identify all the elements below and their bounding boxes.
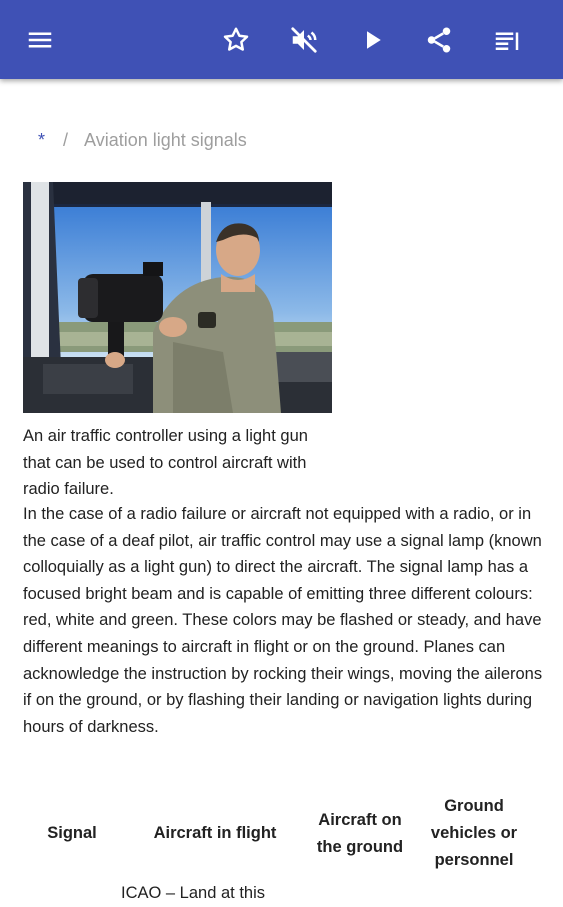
article-paragraph: In the case of a radio failure or aircraft not equipped with a radio, or in the case of a deaf pilot, air traffic control may use a signal lamp (known colloquially as a light gun) to direct the aircraft. The signal lamp has a focused bright beam and is capable of emitting three different colours: red, white and green. These colors may be flashed or steady, and have different meanings to aircraft in flight or on the ground. Planes can acknowledge the instruction by rocking their wings, moving the ailerons if on the ground, or by flashing their landing or navigation lights during hours of darkness. [23, 505, 543, 736]
menu-button[interactable] [22, 22, 58, 58]
column-header-in-flight: Aircraft in flight [153, 824, 277, 842]
breadcrumb-home-link[interactable]: * [38, 129, 46, 150]
article-image[interactable] [23, 182, 332, 413]
share-button[interactable] [421, 22, 457, 58]
breadcrumb-separator: / [63, 129, 69, 150]
play-icon [357, 25, 387, 55]
column-header-signal: Signal [47, 824, 97, 842]
menu-icon [25, 25, 55, 55]
breadcrumb [38, 128, 247, 152]
column-header-on-ground: Aircraft on the ground [316, 810, 404, 856]
volume-off-icon [289, 25, 319, 55]
image-caption: An air traffic controller using a light gun that can be used to control aircraft with radio failure. [23, 427, 308, 498]
favorite-button[interactable] [218, 22, 254, 58]
mute-button[interactable] [286, 22, 322, 58]
star-icon [221, 25, 251, 55]
column-header-ground-vehicles: Ground vehicles or personnel [430, 797, 518, 869]
contents-button[interactable] [489, 22, 525, 58]
signals-table [23, 793, 529, 907]
app-bar [0, 0, 563, 79]
play-button[interactable] [354, 22, 390, 58]
table-cell-in-flight: ICAO – Land at this [121, 884, 265, 902]
breadcrumb-current: Aviation light signals [84, 129, 247, 150]
table-row [23, 874, 529, 907]
air-traffic-controller-photo [23, 182, 332, 413]
share-icon [424, 25, 454, 55]
playlist-icon [492, 25, 522, 55]
table-header-row [23, 793, 529, 874]
